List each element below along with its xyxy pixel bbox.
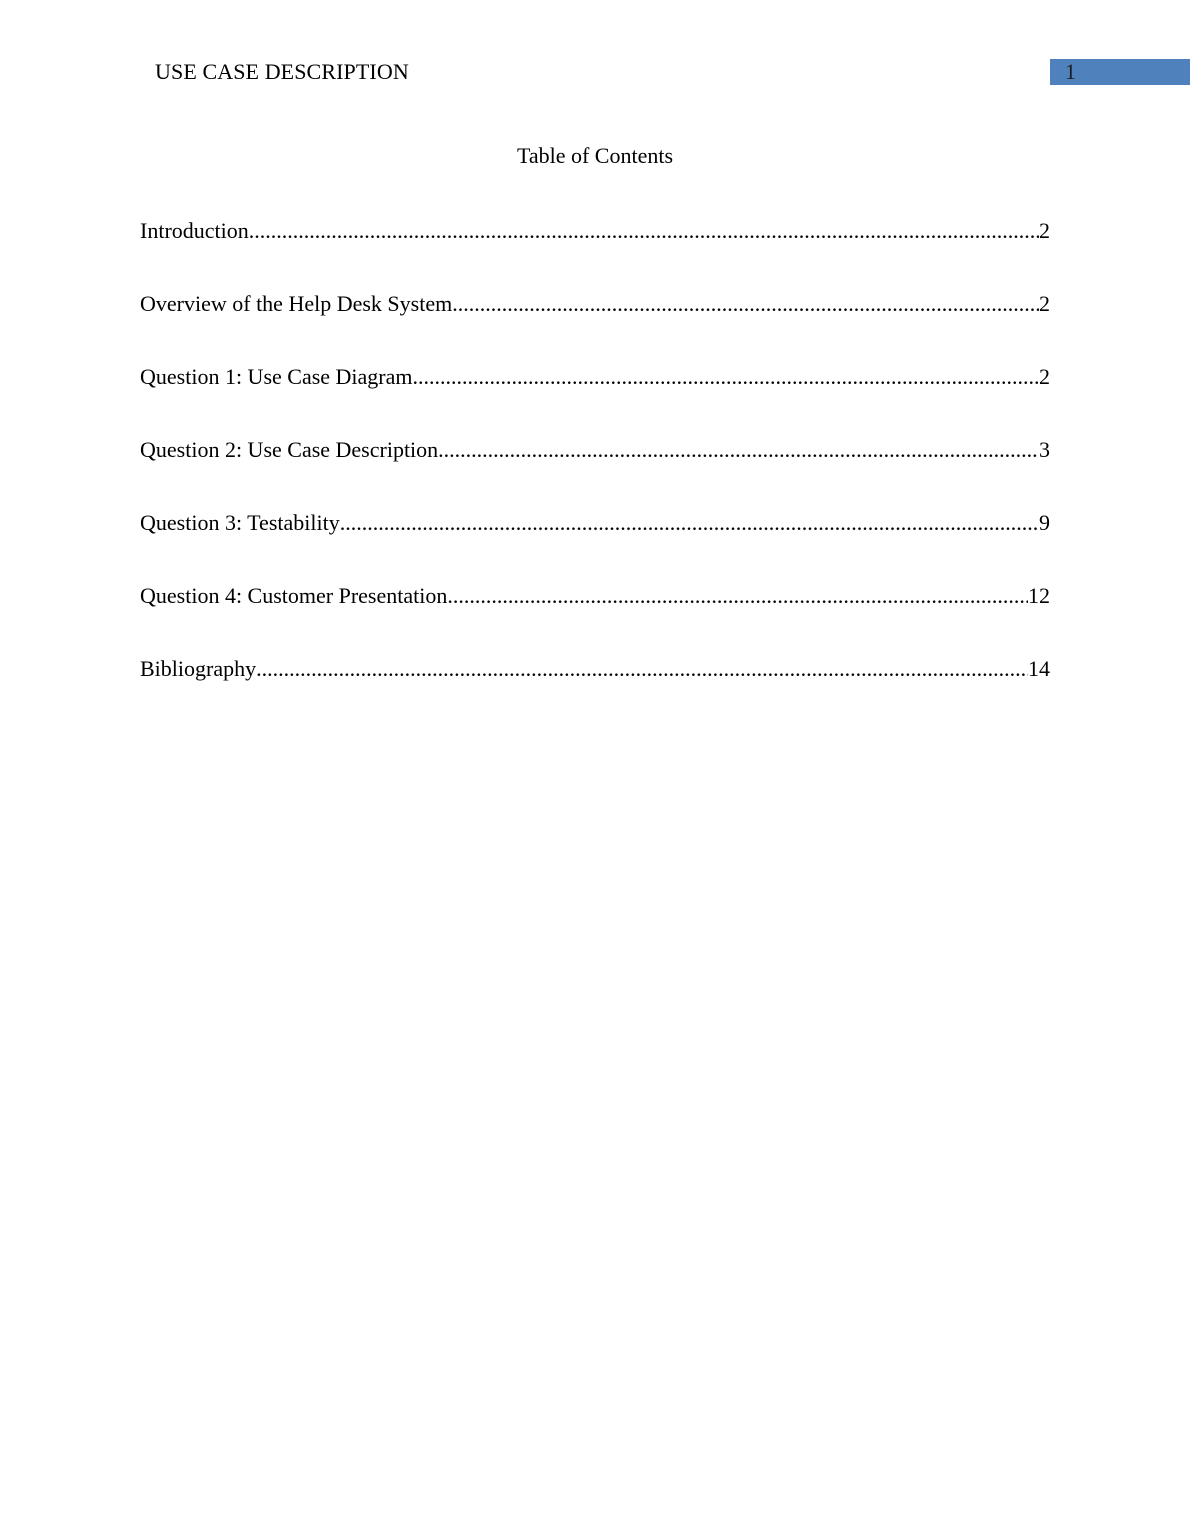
toc-entry-label: Question 1: Use Case Diagram	[140, 364, 413, 389]
toc-entry-page: 14	[1028, 656, 1050, 681]
toc-dot-leader	[452, 289, 1039, 319]
toc-entry-page: 3	[1039, 437, 1050, 462]
toc-entry-label: Question 4: Customer Presentation	[140, 583, 448, 608]
toc-entry-question-3[interactable]	[140, 508, 1050, 581]
running-header-title: USE CASE DESCRIPTION	[155, 59, 409, 84]
toc-entry-page: 2	[1039, 218, 1050, 243]
page-number: 1	[1065, 59, 1076, 84]
toc-entry-bibliography[interactable]	[140, 654, 1050, 727]
toc-dot-leader	[249, 216, 1039, 246]
toc-dot-leader	[438, 435, 1039, 465]
toc-entry-question-1[interactable]	[140, 362, 1050, 435]
toc-entry-question-2[interactable]	[140, 435, 1050, 508]
toc-entry-question-4[interactable]	[140, 581, 1050, 654]
page-number-bar	[1050, 59, 1190, 85]
toc-entry-label: Bibliography	[140, 656, 257, 681]
toc-heading: Table of Contents	[516, 143, 674, 168]
toc-entry-introduction[interactable]	[140, 216, 1050, 289]
toc-entry-page: 12	[1028, 583, 1050, 608]
toc-list	[140, 216, 1050, 727]
toc-dot-leader	[447, 581, 1028, 611]
toc-entry-page: 2	[1039, 291, 1050, 316]
toc-entry-label: Question 3: Testability	[140, 510, 340, 535]
toc-entry-page: 9	[1039, 510, 1050, 535]
toc-entry-label: Introduction	[140, 218, 249, 243]
toc-dot-leader	[256, 654, 1028, 684]
toc-dot-leader	[340, 508, 1039, 538]
toc-dot-leader	[413, 362, 1040, 392]
toc-entry-page: 2	[1039, 364, 1050, 389]
toc-entry-label: Overview of the Help Desk System	[140, 291, 453, 316]
toc-entry-overview[interactable]	[140, 289, 1050, 362]
toc-entry-label: Question 2: Use Case Description	[140, 437, 439, 462]
